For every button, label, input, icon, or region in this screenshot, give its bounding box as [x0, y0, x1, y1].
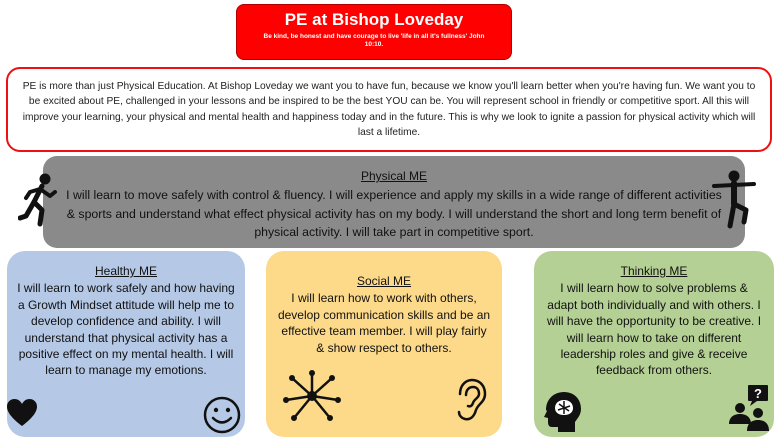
ear-icon	[452, 378, 488, 422]
running-person-icon	[18, 172, 58, 228]
healthy-me-heading: Healthy ME	[94, 264, 158, 278]
smiley-face-icon	[202, 395, 242, 435]
intro-text: PE is more than just Physical Education. At Bishop Loveday we want you to have fun, because we know you'll learn better when you're having fun. We want you to be excited about PE, challenged in your lessons and be inspired to be the best YOU can be. You will represent school in friendly or competitive sport. All this will improve your learning, your physical and mental health and happiness today and in the future. This is why we look to ignite a passion for physical activity which will last a lifetime.	[22, 81, 756, 139]
social-me-text: I will learn how to work with others, develop communication skills and be an effective team member. I will play fairly & show respect to others.	[277, 291, 491, 355]
social-me-heading: Social ME	[356, 274, 412, 288]
physical-me-heading: Physical ME	[360, 169, 428, 183]
thinking-me-heading: Thinking ME	[620, 264, 688, 278]
heart-icon	[6, 398, 38, 428]
head-brain-icon	[540, 390, 584, 434]
thinking-me-text: I will learn how to solve problems & adapt both individually and with others. I will have the opportunity to be creative. I will learn how to take on different leadership roles and give & receive feedback from others.	[546, 281, 762, 378]
healthy-me-text: I will learn to work safely and how having a Growth Mindset attitude will help me to develop confidence and ability. I will understand that physical activity has a positive effect on my mental health. I will learn to manage my emotions.	[17, 281, 235, 378]
school-motto: Be kind, be honest and have courage to live 'life in all it's fullness' John 10:10.	[263, 33, 485, 48]
intro-panel	[6, 67, 772, 152]
physical-me-panel	[43, 156, 745, 248]
svg-text:?: ?	[754, 386, 762, 401]
people-question-icon	[726, 384, 772, 432]
team-hands-icon	[282, 370, 342, 422]
balancing-person-icon	[712, 170, 760, 230]
page-title: PE at Bishop Loveday	[284, 10, 464, 29]
title-banner	[236, 4, 512, 60]
physical-me-text: I will learn to move safely with control & fluency. I will experience and apply my skills in a wide range of different activities & sports and understand what effect physical activity has on my body. I will understand the short and long term benefit of physical activity. I will take part in competitive sport.	[66, 188, 722, 239]
